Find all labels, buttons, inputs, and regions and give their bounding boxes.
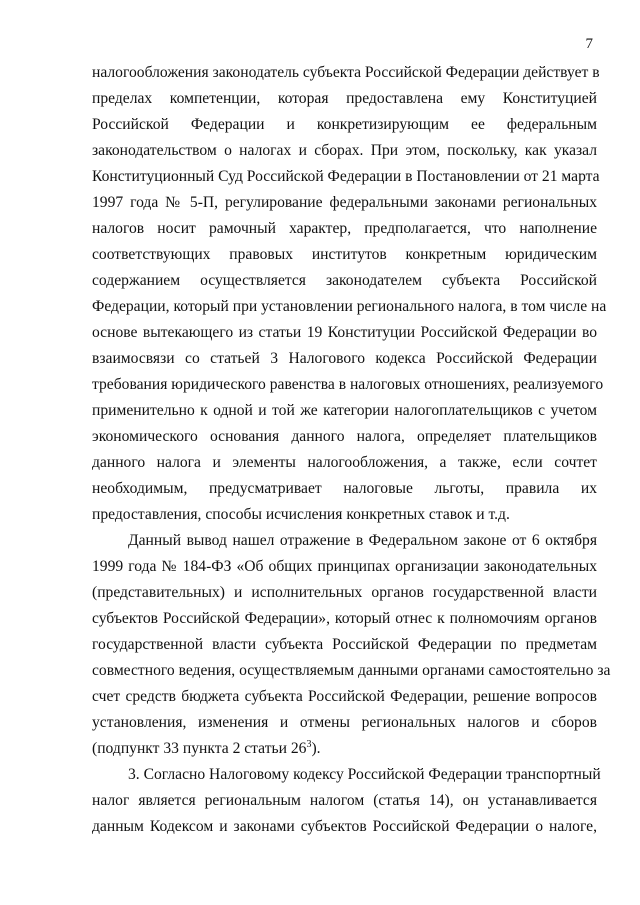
paragraph-line: соответствующих правовых институтов конкретным юридическим (92, 246, 597, 263)
paragraph-line: Федерации, который при установлении регионального налога, в том числе на (92, 298, 607, 315)
paragraph-line: основе вытекающего из статьи 19 Конституции Российской Федерации во (92, 324, 597, 341)
paragraph-line-text: (подпункт 33 пункта 2 статьи 26 (92, 740, 307, 757)
paragraph-line: счет средств бюджета субъекта Российской Федерации, решение вопросов (92, 688, 597, 705)
paragraph-line: экономического основания данного налога, определяет плательщиков (92, 428, 597, 445)
paragraph-line: применительно к одной и той же категории налогоплательщиков с учетом (92, 402, 597, 419)
paragraph-line: пределах компетенции, которая предоставлена ему Конституцией (92, 90, 597, 107)
paragraph-line: Российской Федерации и конкретизирующим ее федеральным (92, 116, 597, 133)
paragraph-line: взаимосвязи со статьей 3 Налогового кодекса Российской Федерации (92, 350, 597, 367)
paragraph-line: совместного ведения, осуществляемым данными органами самостоятельно за (92, 662, 611, 679)
footnote-marker: 3 (306, 739, 312, 750)
paragraph-line-closing: ). (311, 740, 321, 757)
paragraph-line: налогообложения законодатель субъекта Российской Федерации действует в (92, 64, 600, 81)
paragraph-line-with-footnote (92, 736, 597, 763)
paragraph-line: налогов носит рамочный характер, предполагается, что наполнение (92, 220, 597, 237)
paragraph-line: 3. Согласно Налоговому кодексу Российской Федерации транспортный (128, 766, 601, 783)
paragraph-line: государственной власти субъекта Российской Федерации по предметам (92, 636, 597, 653)
paragraph-line: установления, изменения и отмены региональных налогов и сборов (92, 714, 597, 731)
paragraph-line: (представительных) и исполнительных органов государственной власти (92, 584, 597, 601)
paragraph-line: данного налога и элементы налогообложения, а также, если сочтет (92, 454, 597, 471)
paragraph-line: 1999 года № 184-ФЗ «Об общих принципах организации законодательных (92, 558, 597, 575)
paragraph-line: данным Кодексом и законами субъектов Российской Федерации о налоге, (92, 818, 597, 835)
paragraph-line: Конституционный Суд Российской Федерации в Постановлении от 21 марта (92, 168, 600, 185)
paragraph-line: содержанием осуществляется законодателем субъекта Российской (92, 272, 597, 289)
paragraph-line: субъектов Российской Федерации», который отнес к полномочиям органов (92, 610, 597, 627)
paragraph-line: 1997 года № 5-П, регулирование федеральными законами региональных (92, 194, 597, 211)
page-number: 7 (585, 36, 593, 52)
paragraph-line: налог является региональным налогом (статья 14), он устанавливается (92, 792, 597, 809)
paragraph-line: требования юридического равенства в налоговых отношениях, реализуемого (92, 376, 604, 393)
paragraph-line: законодательством о налогах и сборах. При этом, поскольку, как указал (92, 142, 597, 159)
paragraph-line: необходимым, предусматривает налоговые льготы, правила их (92, 480, 597, 497)
paragraph-line: Данный вывод нашел отражение в Федеральном законе от 6 октября (128, 532, 597, 549)
paragraph-line: предоставления, способы исчисления конкретных ставок и т.д. (92, 506, 510, 523)
